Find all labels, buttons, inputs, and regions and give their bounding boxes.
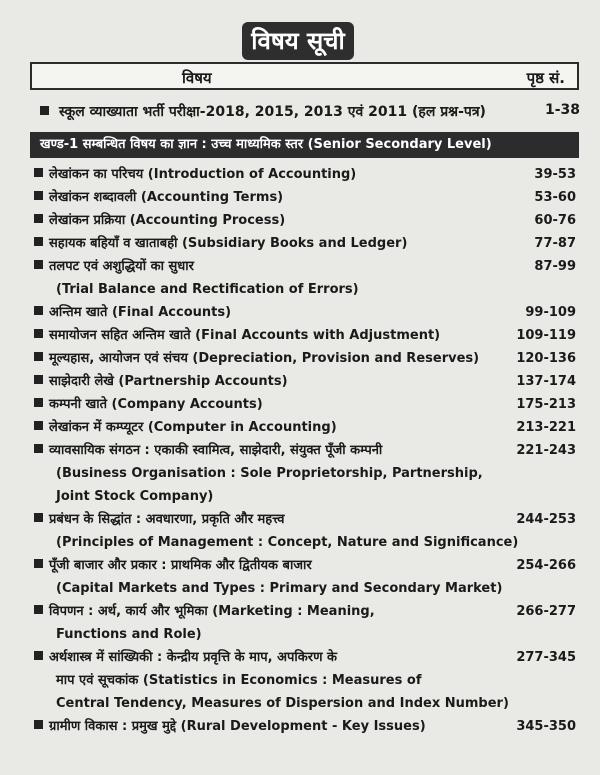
square-bullet-icon: [34, 191, 43, 200]
entry-pages: 345-350: [516, 719, 576, 734]
square-bullet-icon: [34, 306, 43, 315]
square-bullet-icon: [34, 214, 43, 223]
header-subject: विषय: [182, 69, 212, 87]
entry-title-continued: [34, 462, 580, 485]
intro-text: स्कूल व्याख्याता भर्ती परीक्षा-2018, 2015, 2013 एवं 2011 (हल प्रश्न-पत्र): [59, 104, 486, 120]
entry-text: व्यावसायिक संगठन : एकाकी स्वामित्व, साझेदारी, संयुक्त पूँजी कम्पनी: [49, 443, 383, 458]
list-item: [34, 232, 580, 255]
entry-text: (Principles of Management : Concept, Nature and Significance): [56, 535, 519, 550]
entry-text: Functions and Role): [56, 627, 202, 642]
entry-title: [34, 163, 580, 186]
entry-text: ग्रामीण विकास : प्रमुख मुद्दे (Rural Development - Key Issues): [49, 719, 426, 734]
entry-text: मूल्यहास, आयोजन एवं संचय (Depreciation, Provision and Reserves): [49, 351, 480, 366]
square-bullet-icon: [34, 352, 43, 361]
entry-pages: 77-87: [534, 236, 576, 251]
entry-text: पूँजी बाजार और प्रकार : प्राथमिक और द्वितीयक बाजार: [49, 558, 312, 573]
entry-text: अन्तिम खाते (Final Accounts): [49, 305, 232, 320]
entry-text: (Business Organisation : Sole Proprietorship, Partnership,: [56, 466, 483, 481]
entry-title-continued: [34, 623, 580, 646]
list-item: [34, 301, 580, 324]
list-item: [34, 324, 580, 347]
entry-text: सहायक बहियाँ व खाताबही (Subsidiary Books and Ledger): [49, 236, 408, 251]
entry-title-continued: [34, 577, 580, 600]
section-heading: खण्ड-1 सम्बन्धित विषय का ज्ञान : उच्च माध्यमिक स्तर (Senior Secondary Level): [30, 132, 579, 158]
square-bullet-icon: [34, 375, 43, 384]
entry-text: विपणन : अर्थ, कार्य और भूमिका (Marketing : Meaning,: [49, 604, 375, 619]
entry-pages: 254-266: [516, 558, 576, 573]
entry-text: लेखांकन में कम्प्यूटर (Computer in Accounting): [49, 420, 337, 435]
entry-title-continued: [34, 485, 580, 508]
entry-title: [34, 324, 580, 347]
entry-title: [34, 439, 580, 462]
entry-title: [34, 232, 580, 255]
square-bullet-icon: [34, 398, 43, 407]
entry-text: लेखांकन शब्दावली (Accounting Terms): [49, 190, 284, 205]
entry-title: [34, 416, 580, 439]
entry-pages: 244-253: [516, 512, 576, 527]
entry-text: (Trial Balance and Rectification of Errors): [56, 282, 359, 297]
list-item: [34, 646, 580, 715]
entry-text: लेखांकन का परिचय (Introduction of Accounting): [49, 167, 357, 182]
list-item: [34, 554, 580, 600]
entry-pages: 39-53: [534, 167, 576, 182]
square-bullet-icon: [34, 559, 43, 568]
entry-title: [34, 554, 580, 577]
entry-text: तलपट एवं अशुद्धियों का सुधार: [49, 259, 194, 274]
entry-text: (Capital Markets and Types : Primary and Secondary Market): [56, 581, 503, 596]
entry-title-continued: [34, 531, 580, 554]
list-item: [34, 715, 580, 738]
square-bullet-icon: [34, 720, 43, 729]
list-item: [34, 370, 580, 393]
square-bullet-icon: [34, 168, 43, 177]
square-bullet-icon: [34, 444, 43, 453]
entry-title: [34, 347, 580, 370]
entry-pages: 175-213: [516, 397, 576, 412]
list-item: [34, 416, 580, 439]
intro-pages: 1-38: [544, 102, 580, 118]
list-item: [34, 255, 580, 301]
square-bullet-icon: [34, 260, 43, 269]
entry-pages: 266-277: [516, 604, 576, 619]
entry-pages: 213-221: [516, 420, 576, 435]
entry-title: [34, 508, 580, 531]
entry-pages: 137-174: [516, 374, 576, 389]
list-item: [34, 393, 580, 416]
square-bullet-icon: [34, 237, 43, 246]
list-item: [34, 209, 580, 232]
list-item: [34, 347, 580, 370]
entry-pages: 109-119: [516, 328, 576, 343]
entry-text: कम्पनी खाते (Company Accounts): [49, 397, 263, 412]
entry-title: [34, 715, 580, 738]
entry-text: अर्थशास्त्र में सांख्यिकी : केन्द्रीय प्रवृत्ति के माप, अपकिरण के: [49, 650, 338, 665]
entry-title: [34, 186, 580, 209]
entry-title: [34, 209, 580, 232]
entry-text: लेखांकन प्रक्रिया (Accounting Process): [49, 213, 286, 228]
square-bullet-icon: [40, 106, 49, 115]
entry-pages: 87-99: [534, 259, 576, 274]
square-bullet-icon: [34, 513, 43, 522]
entry-title: [34, 301, 580, 324]
square-bullet-icon: [34, 651, 43, 660]
entry-pages: 60-76: [534, 213, 576, 228]
intro-entry: [40, 102, 580, 121]
list-item: [34, 163, 580, 186]
entry-pages: 53-60: [534, 190, 576, 205]
list-item: [34, 439, 580, 508]
entry-title: [34, 255, 580, 278]
list-item: [34, 600, 580, 646]
entry-pages: 99-109: [525, 305, 576, 320]
list-item: [34, 186, 580, 209]
list-item: [34, 508, 580, 554]
entry-pages: 277-345: [516, 650, 576, 665]
entry-title: [34, 393, 580, 416]
square-bullet-icon: [34, 605, 43, 614]
square-bullet-icon: [34, 421, 43, 430]
header-page-number: पृष्ठ सं.: [526, 69, 565, 87]
entry-text: Joint Stock Company): [56, 489, 214, 504]
square-bullet-icon: [34, 329, 43, 338]
entry-title: [34, 600, 580, 623]
entry-text: माप एवं सूचकांक (Statistics in Economics : Measures of: [56, 673, 422, 688]
entry-title-continued: [34, 278, 580, 301]
entry-title-continued: [34, 692, 580, 715]
table-header: [30, 62, 579, 90]
entry-text: समायोजन सहित अन्तिम खाते (Final Accounts with Adjustment): [49, 328, 441, 343]
entry-title-continued: [34, 669, 580, 692]
entry-title: [34, 370, 580, 393]
entry-text: प्रबंधन के सिद्धांत : अवधारणा, प्रकृति और महत्त्व: [49, 512, 285, 527]
entry-title: [34, 646, 580, 669]
entry-pages: 221-243: [516, 443, 576, 458]
page-title: विषय सूची: [242, 22, 354, 60]
entry-pages: 120-136: [516, 351, 576, 366]
entry-text: साझेदारी लेखे (Partnership Accounts): [49, 374, 288, 389]
entry-text: Central Tendency, Measures of Dispersion and Index Number): [56, 696, 509, 711]
